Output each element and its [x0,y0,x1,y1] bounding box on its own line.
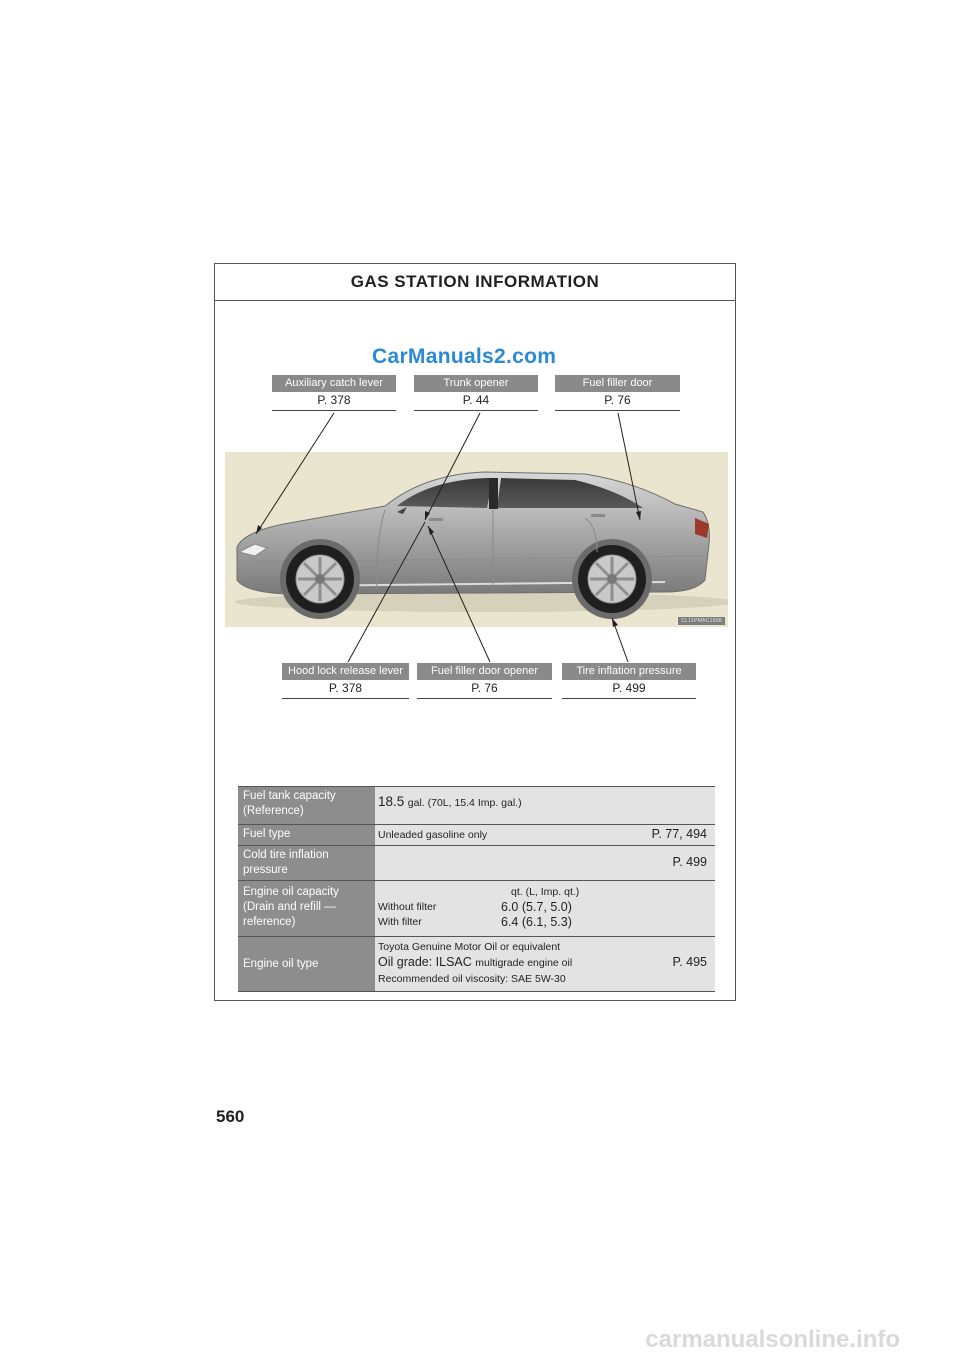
row-label-line: pressure [243,864,288,876]
table-row-fuel-type [238,825,715,846]
oil-without-filter-label: Without filter [378,901,437,913]
row-label-line: Fuel tank capacity [243,790,336,802]
watermark-carmanualsonline: carmanualsonline.info [645,1326,900,1353]
photo-code: CL11PMAC1998 [678,617,725,625]
oil-grade-prefix: Oil grade: ILSAC [378,955,472,969]
watermark-carmanuals2: CarManuals2.com [372,345,557,368]
page-ref: P. 495 [672,955,707,969]
oil-type-line [378,971,707,987]
row-value [375,846,715,881]
oil-viscosity-text: Recommended oil viscosity: SAE 5W-30 [378,973,566,985]
row-label-line: (Reference) [243,805,304,817]
callout-page-ref: P. 378 [272,392,396,411]
row-value [375,881,715,937]
callout-page-ref: P. 378 [282,680,409,699]
callout-page-ref: P. 76 [417,680,552,699]
oil-without-filter [378,900,707,915]
callout-hood-lock-release-lever [282,663,409,699]
row-value [375,787,715,825]
oil-with-filter-label: With filter [378,916,422,928]
oil-type-line [378,955,707,971]
row-label-line: (Drain and refill — [243,901,336,913]
row-label: Fuel type [238,825,375,846]
oil-grade-suffix: multigrade engine oil [475,957,573,969]
fuel-type-value: Unleaded gasoline only [378,829,488,841]
callout-label: Trunk opener [414,375,538,392]
fuel-tank-gallons: 18.5 [378,794,405,809]
row-label [238,881,375,937]
callout-fuel-filler-door-opener [417,663,552,699]
row-label: Engine oil type [238,937,375,992]
page-title: GAS STATION INFORMATION [215,264,735,301]
oil-with-filter [378,915,707,930]
oil-without-filter-value: 6.0 (5.7, 5.0) [501,900,572,914]
fuel-tank-detail: gal. (70L, 15.4 Imp. gal.) [407,797,522,809]
callout-page-ref: P. 44 [414,392,538,411]
callout-label: Tire inflation pressure [562,663,696,680]
gas-station-info-table [238,786,715,992]
oil-type-text: Toyota Genuine Motor Oil or equivalent [378,941,561,953]
row-value [375,825,715,846]
table-row-engine-oil-type [238,937,715,992]
table-row-engine-oil-capacity [238,881,715,937]
row-label-line: reference) [243,916,296,928]
row-label-line: Engine oil capacity [243,886,339,898]
row-label-line: Cold tire inflation [243,849,329,861]
row-label [238,787,375,825]
page-ref: P. 77, 494 [651,827,707,841]
row-label [238,846,375,881]
oil-with-filter-value: 6.4 (6.1, 5.3) [501,915,572,929]
callout-page-ref: P. 499 [562,680,696,699]
row-value [375,937,715,992]
page-number: 560 [216,1107,245,1126]
page-ref: P. 499 [672,855,707,869]
callout-tire-inflation-pressure [562,663,696,699]
callout-label: Hood lock release lever [282,663,409,680]
callout-page-ref: P. 76 [555,392,680,411]
table-row-fuel-tank-capacity [238,787,715,825]
callout-label: Fuel filler door opener [417,663,552,680]
table-row-cold-tire-inflation [238,846,715,881]
callout-label: Auxiliary catch lever [272,375,396,392]
oil-unit-header: qt. (L, Imp. qt.) [511,886,580,898]
oil-type-line [378,939,707,955]
callout-label: Fuel filler door [555,375,680,392]
